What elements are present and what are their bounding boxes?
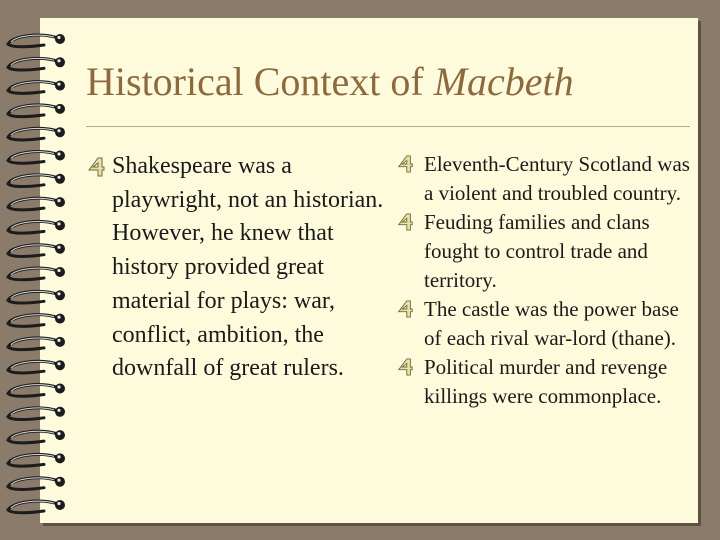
spiral-ring-icon [8, 314, 65, 327]
number-four-bullet-icon [396, 155, 414, 173]
list-item [396, 208, 696, 295]
spiral-ring-icon [8, 127, 65, 140]
spiral-ring-icon [8, 34, 65, 47]
spiral-ring-icon [8, 197, 65, 210]
list-item-text: Eleventh-Century Scotland was a violent and troubled country. [424, 152, 690, 205]
spiral-ring-icon [8, 267, 65, 280]
number-four-bullet-icon [86, 157, 106, 177]
spiral-ring-icon [8, 453, 65, 466]
slide-title [86, 58, 574, 105]
spiral-ring-icon [8, 430, 65, 443]
spiral-ring-icon [8, 500, 65, 513]
spiral-ring-icon [8, 477, 65, 490]
title-divider [86, 126, 690, 127]
list-item-text: Political murder and revenge killings were commonplace. [424, 355, 668, 408]
list-item [396, 150, 696, 208]
list-item-text: The castle was the power base of each rival war-lord (thane). [424, 297, 679, 350]
spiral-ring-icon [8, 290, 65, 303]
list-item-text: Feuding families and clans fought to control trade and territory. [424, 210, 650, 292]
spiral-ring-icon [8, 384, 65, 397]
spiral-ring-icon [8, 407, 65, 420]
number-four-bullet-icon [396, 300, 414, 318]
spiral-ring-icon [8, 57, 65, 70]
spiral-ring-icon [8, 81, 65, 94]
spiral-ring-icon [8, 244, 65, 257]
spiral-ring-icon [8, 174, 65, 187]
spiral-ring-icon [8, 220, 65, 233]
number-four-bullet-icon [396, 358, 414, 376]
right-column [396, 150, 696, 411]
list-item [86, 150, 386, 386]
left-column [86, 150, 386, 386]
spiral-ring-icon [8, 151, 65, 164]
spiral-ring-icon [8, 337, 65, 350]
list-item [396, 353, 696, 411]
slide-title-italic: Macbeth [433, 59, 574, 104]
list-item [396, 295, 696, 353]
spiral-ring-icon [8, 104, 65, 117]
slide-title-text: Historical Context of [86, 59, 434, 104]
spiral-binding-icon [0, 0, 80, 540]
list-item-text: Shakespeare was a playwright, not an historian. However, he knew that history provided great material for plays: war, conflict, ambition, the downfall of great rulers. [112, 153, 384, 382]
spiral-ring-icon [8, 360, 65, 373]
number-four-bullet-icon [396, 213, 414, 231]
